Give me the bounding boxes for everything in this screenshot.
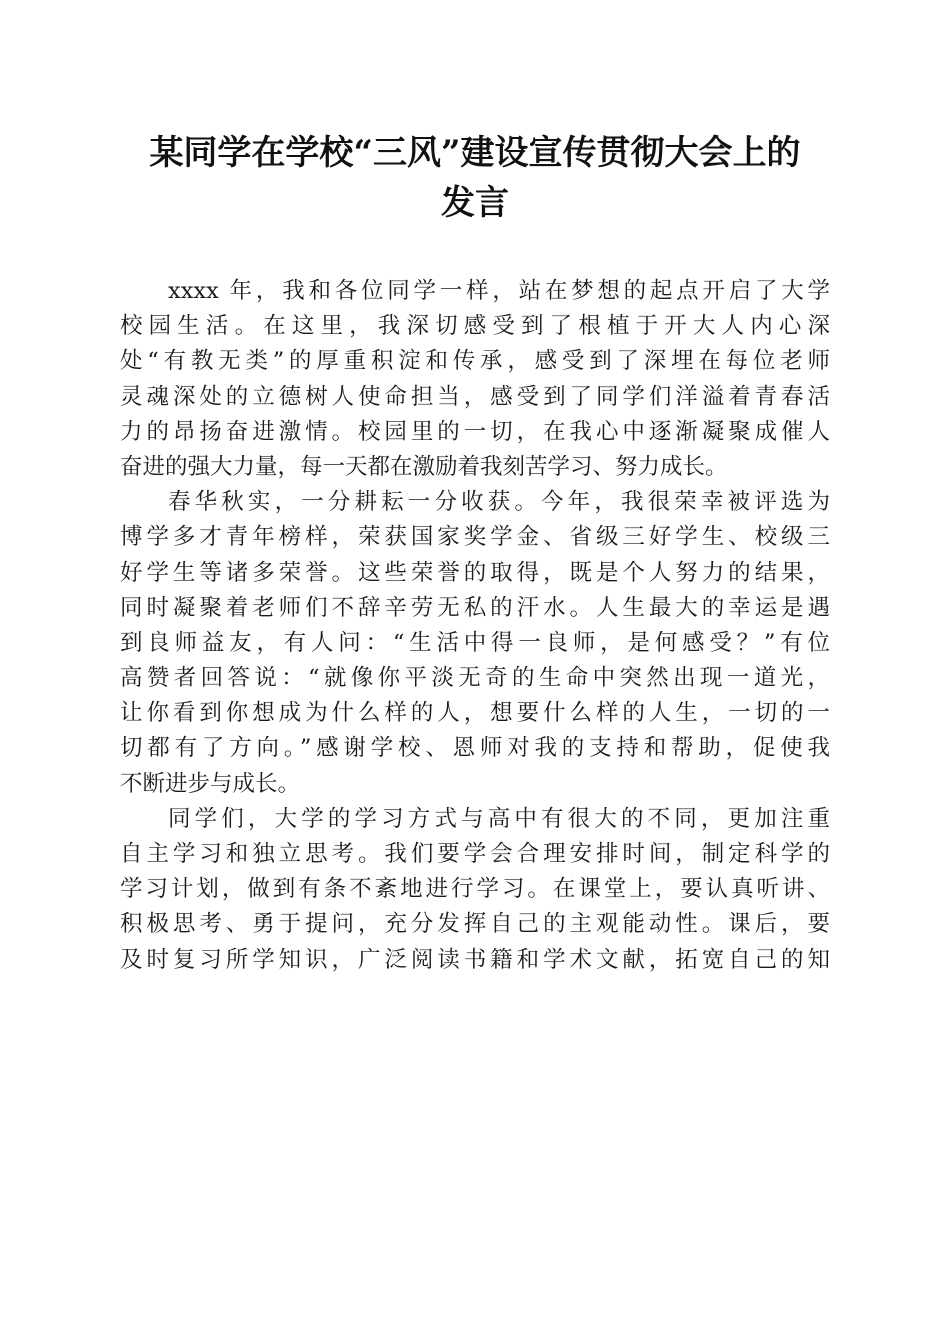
- text-line: 高赞者回答说：“就像你平淡无奇的生命中突然出现一道光，: [120, 665, 830, 692]
- text-line: 灵魂深处的立德树人使命担当，感受到了同学们洋溢着青春活: [120, 383, 830, 410]
- paragraph-1: [120, 274, 830, 485]
- paragraph-2: [120, 485, 830, 802]
- text-line: 春华秋实，一分耕耘一分收获。今年，我很荣幸被评选为: [168, 489, 830, 516]
- document-title: [100, 128, 850, 228]
- text-line: 到良师益友，有人问：“生活中得一良师，是何感受？”有位: [120, 629, 830, 656]
- text-line: 让你看到你想成为什么样的人，想要什么样的人生，一切的一: [120, 700, 830, 727]
- text-line: 校园生活。在这里，我深切感受到了根植于开大人内心深: [120, 313, 830, 340]
- text-line: 奋进的强大力量，每一天都在激励着我刻苦学习、努力成长。: [120, 453, 728, 480]
- title-line-2: 发言: [441, 183, 509, 223]
- text-line: 同学们，大学的学习方式与高中有很大的不同，更加注重: [168, 805, 830, 832]
- text-line: 学习计划，做到有条不紊地进行学习。在课堂上，要认真听讲、: [120, 876, 830, 903]
- text-line: 好学生等诸多荣誉。这些荣誉的取得，既是个人努力的结果，: [120, 559, 830, 586]
- text-line: 自主学习和独立思考。我们要学会合理安排时间，制定科学的: [120, 841, 830, 867]
- text-line: 切都有了方向。”感谢学校、恩师对我的支持和帮助，促使我: [120, 735, 830, 762]
- paragraph-3: [120, 802, 830, 978]
- document-body: [120, 274, 830, 978]
- text-line: 及时复习所学知识，广泛阅读书籍和学术文献，拓宽自己的知: [120, 946, 830, 973]
- text-line: 积极思考、勇于提问，充分发挥自己的主观能动性。课后，要: [120, 911, 830, 938]
- text-line: 处“有教无类”的厚重积淀和传承，感受到了深埋在每位老师: [120, 348, 830, 375]
- title-line-1: 某同学在学校“三风”建设宣传贯彻大会上的: [149, 133, 801, 173]
- text-line: 博学多才青年榜样，荣获国家奖学金、省级三好学生、校级三: [120, 524, 830, 551]
- text-line: 力的昂扬奋进激情。校园里的一切，在我心中逐渐凝聚成催人: [120, 418, 830, 445]
- text-line: 不断进步与成长。: [120, 770, 301, 797]
- text-line: 同时凝聚着老师们不辞辛劳无私的汗水。人生最大的幸运是遇: [120, 594, 830, 621]
- text-line: xxxx 年，我和各位同学一样，站在梦想的起点开启了大学: [168, 278, 830, 304]
